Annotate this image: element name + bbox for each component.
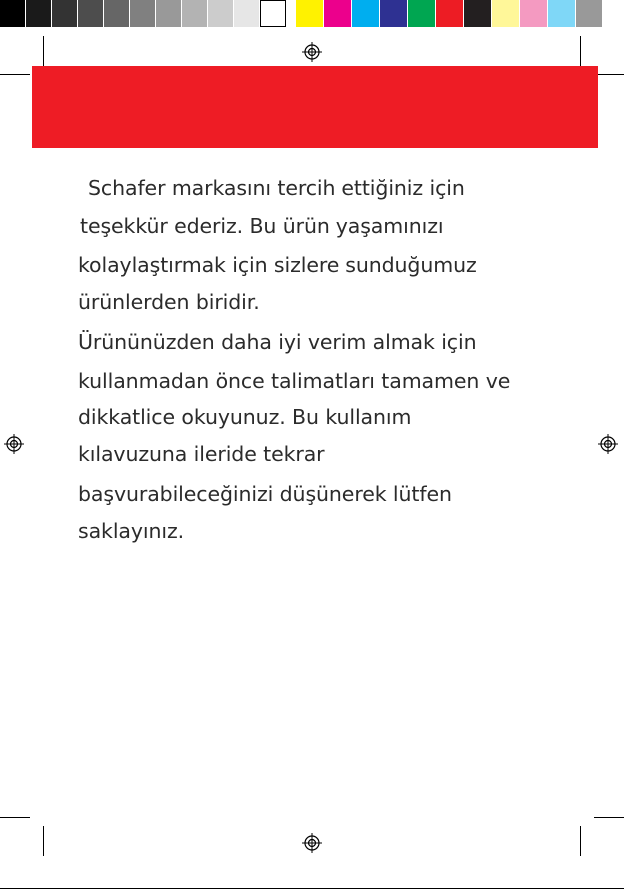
registration-mark-icon: [4, 434, 24, 454]
white-swatch: [260, 0, 286, 27]
gray-swatch: [208, 0, 234, 27]
text-line: teşekkür ederiz. Bu ürün yaşamınızı: [80, 214, 444, 238]
gray-swatch: [104, 0, 130, 27]
crop-mark: [43, 826, 44, 856]
crop-mark: [594, 817, 624, 818]
registration-mark-icon: [302, 833, 322, 853]
crop-mark: [0, 74, 30, 75]
color-swatch: [548, 0, 576, 27]
gray-swatch: [234, 0, 260, 27]
crop-mark: [580, 826, 581, 856]
color-swatch: [296, 0, 324, 27]
registration-mark-icon: [598, 434, 618, 454]
crop-mark: [0, 817, 30, 818]
gray-swatch: [182, 0, 208, 27]
text-line: Ürününüzden daha iyi verim almak için: [78, 330, 477, 354]
text-line: Schafer markasını tercih ettiğiniz için: [88, 176, 465, 200]
text-line: ürünlerden biridir.: [78, 290, 260, 314]
color-swatch: [324, 0, 352, 27]
color-swatch: [576, 0, 603, 27]
red-header-banner: [32, 66, 598, 148]
text-line: kolaylaştırmak için sizlere sunduğumuz: [78, 253, 477, 277]
color-swatch: [380, 0, 408, 27]
text-line: saklayınız.: [78, 519, 185, 543]
color-swatch: [352, 0, 380, 27]
bottom-trim-line: [0, 888, 624, 889]
registration-mark-icon: [302, 42, 322, 62]
gray-swatch: [26, 0, 52, 27]
gray-swatch: [52, 0, 78, 27]
color-swatch: [408, 0, 436, 27]
crop-mark: [594, 74, 624, 75]
color-calibration-bar: [0, 0, 624, 28]
gray-swatch: [0, 0, 26, 27]
text-line: kullanmadan önce talimatları tamamen ve: [78, 369, 511, 393]
color-swatch: [492, 0, 520, 27]
color-swatch: [464, 0, 492, 27]
color-swatch: [520, 0, 548, 27]
text-line: dikkatlice okuyunuz. Bu kullanım: [78, 405, 412, 429]
gray-swatch: [156, 0, 182, 27]
text-line: başvurabileceğinizi düşünerek lütfen: [78, 482, 452, 506]
color-swatch: [436, 0, 464, 27]
gray-swatch: [130, 0, 156, 27]
swatch-gap: [286, 0, 296, 28]
text-line: kılavuzuna ileride tekrar: [78, 442, 325, 466]
gray-swatch: [78, 0, 104, 27]
